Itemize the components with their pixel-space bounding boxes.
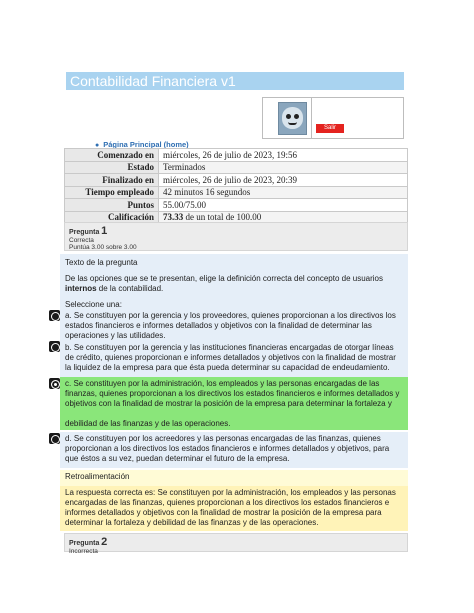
logout-button[interactable]: Salir — [316, 124, 344, 133]
summary-row-started — [65, 149, 408, 162]
answer-option-a[interactable] — [60, 309, 408, 341]
summary-label: Calificación — [65, 211, 159, 224]
question-number: 1 — [101, 225, 108, 237]
question-label: Pregunta — [69, 540, 100, 547]
bullet-icon: ● — [95, 142, 100, 149]
grade-total: de un total de 100.00 — [183, 212, 262, 223]
question-prompt: De las opciones que se te presentan, elige la definición correcta del concepto de usuarios internos de la contabilidad. — [65, 274, 383, 293]
question-text-heading: Texto de la pregunta — [65, 258, 138, 267]
summary-label: Tiempo empleado — [65, 186, 159, 199]
summary-value: miércoles, 26 de julio de 2023, 20:39 — [159, 174, 408, 187]
option-text: d. Se constituyen por los acreedores y las personas encargadas de las finanzas, quienes proporcionan a los directivos los estados financieros e informes detallados y objetivos, para que éstos a su vez, puedan determinar el futuro de la empresa. — [65, 434, 390, 463]
question-status: Correcta — [69, 237, 94, 244]
option-c-radio[interactable] — [49, 378, 60, 389]
question-points: Puntúa 3.00 sobre 3.00 — [69, 244, 137, 251]
feedback-text: La respuesta correcta es: Se constituyen por la administración, los empleados y las personas encargadas de las finanzas, quienes proporcionan a los directivos los estados financieros e informes detallados y objetivos con la finalidad de mostrar la posición de la empresa para determinar la fortaleza y debilidad de las finanzas y de las operaciones. — [60, 486, 408, 531]
question-number: 2 — [101, 536, 108, 548]
summary-label: Estado — [65, 161, 159, 174]
option-text: c. Se constituyen por la administración, los empleados y las personas encargadas de las finanzas, quienes proporcionan a los directivos los estados financieros e informes detallados y objetivos con la finalidad de mostrar la posición de la empresa para determinar la fortaleza y — [65, 379, 400, 408]
summary-row-time — [65, 186, 408, 199]
divider — [311, 98, 312, 138]
avatar[interactable] — [278, 102, 307, 135]
summary-value: 55.00/75.00 — [159, 199, 408, 212]
option-text: b. Se constituyen por la gerencia y las instituciones financieras encargadas de otorgar líneas de crédito, quienes proporcionan e informes detallados y objetivos con la finalidad de mostrar la liquidez de la empresa para que ésta pueda determinar su capacidad de endeudamiento. — [65, 343, 396, 372]
home-link-label[interactable]: Página Principal (home) — [103, 140, 189, 149]
summary-value: 42 minutos 16 segundos — [159, 186, 408, 199]
question-info-1 — [64, 222, 408, 251]
answer-option-c[interactable] — [60, 377, 408, 430]
summary-row-finished — [65, 174, 408, 187]
option-a-radio[interactable] — [49, 310, 60, 321]
grade-value: 73.33 — [163, 212, 184, 223]
option-b-radio[interactable] — [49, 341, 60, 352]
avatar-face-icon — [282, 107, 303, 129]
option-text: a. Se constituyen por la gerencia y los proveedores, quienes proporcionan a los directivos los estados financieros e informes detallados y objetivos con la finalidad de determinar las operaciones y las utilidades. — [65, 311, 396, 340]
page-title: Contabilidad Financiera v1 — [66, 72, 404, 90]
question-label: Pregunta — [69, 229, 100, 236]
question-status: Incorrecta — [69, 548, 98, 555]
summary-value: miércoles, 26 de julio de 2023, 19:56 — [159, 149, 408, 162]
question-info-2 — [64, 533, 408, 555]
summary-label: Finalizado en — [65, 174, 159, 187]
summary-label: Puntos — [65, 199, 159, 212]
feedback-heading: Retroalimentación — [60, 470, 408, 486]
option-d-radio[interactable] — [49, 433, 60, 444]
summary-label: Comenzado en — [65, 149, 159, 162]
option-text-cont: debilidad de las finanzas y de las operaciones. — [65, 419, 231, 428]
answer-option-b[interactable] — [60, 341, 408, 377]
user-menu — [262, 97, 404, 139]
summary-row-status — [65, 161, 408, 174]
summary-row-points — [65, 199, 408, 212]
select-one-label: Seleccione una: — [65, 300, 122, 309]
answer-option-d[interactable] — [60, 432, 408, 468]
attempt-summary-table — [64, 148, 408, 224]
summary-value: Terminados — [159, 161, 408, 174]
